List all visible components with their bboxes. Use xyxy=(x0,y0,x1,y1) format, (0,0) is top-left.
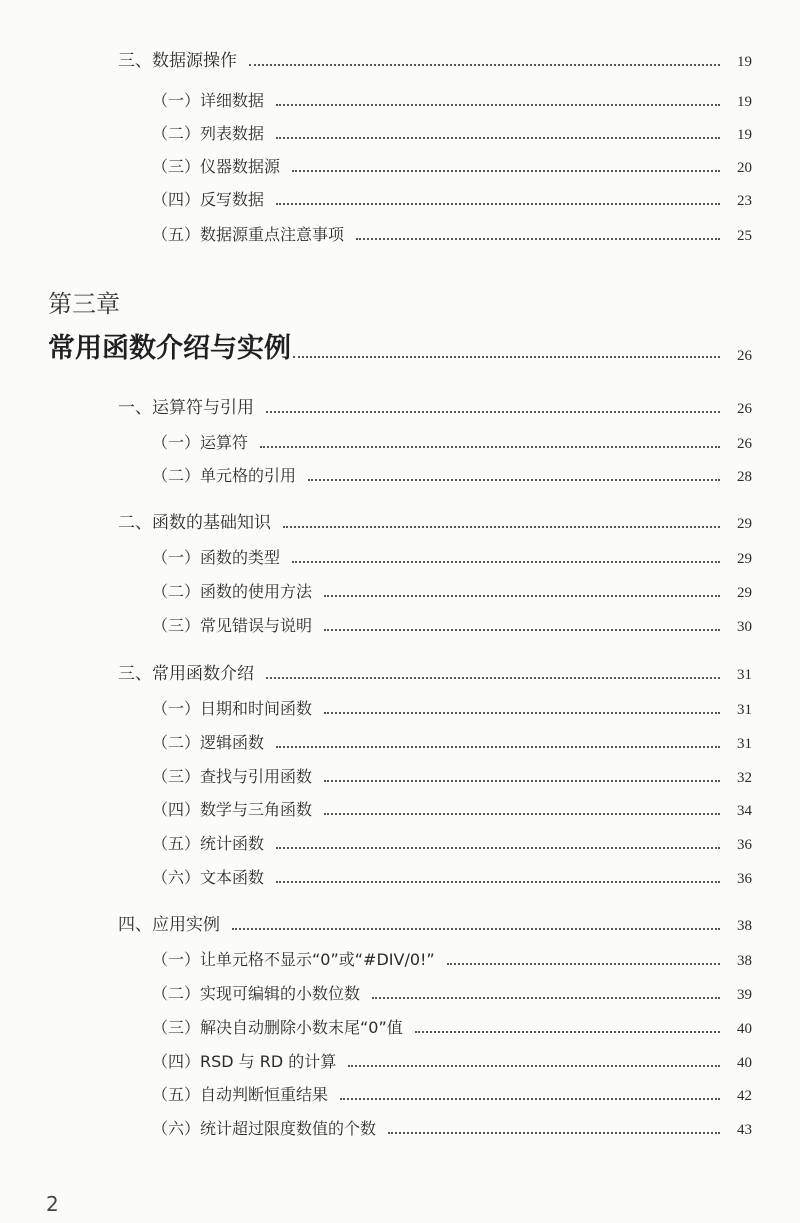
leader-dots xyxy=(276,847,720,849)
toc-item[interactable] xyxy=(152,1015,752,1038)
leader-dots xyxy=(324,813,720,815)
page-number: 29 xyxy=(737,516,752,532)
folio-page-number: 2 xyxy=(46,1192,59,1216)
chapter-label: 第三章 xyxy=(48,290,120,318)
page-number: 34 xyxy=(737,803,752,819)
toc-item[interactable] xyxy=(152,613,752,636)
toc-item-title: （五）统计函数 xyxy=(152,834,265,853)
page-number: 29 xyxy=(737,585,752,601)
toc-item[interactable] xyxy=(152,154,752,177)
toc-item[interactable] xyxy=(152,865,752,888)
leader-dots xyxy=(293,356,720,358)
toc-section[interactable] xyxy=(118,910,752,935)
toc-item-title: （三）仪器数据源 xyxy=(152,157,281,176)
toc-section-title: 四、应用实例 xyxy=(118,915,220,935)
page-number: 43 xyxy=(737,1122,752,1138)
page-number: 36 xyxy=(737,871,752,887)
leader-dots xyxy=(260,446,720,448)
chapter-title-line[interactable] xyxy=(48,326,752,365)
leader-dots xyxy=(292,561,720,563)
leader-dots xyxy=(348,1065,720,1067)
toc-item-title: （一）运算符 xyxy=(152,433,249,452)
toc-item-title: （一）函数的类型 xyxy=(152,548,281,567)
toc-section[interactable] xyxy=(118,46,752,71)
leader-dots xyxy=(324,629,720,631)
toc-item[interactable] xyxy=(152,764,752,787)
page-number: 28 xyxy=(737,469,752,485)
leader-dots xyxy=(324,712,720,714)
leader-dots xyxy=(340,1098,720,1100)
page-number: 30 xyxy=(737,619,752,635)
toc-item-title: （二）逻辑函数 xyxy=(152,733,265,752)
leader-dots xyxy=(356,238,720,240)
page-number: 29 xyxy=(737,551,752,567)
toc-item[interactable] xyxy=(152,696,752,719)
toc-item-title: （四）数学与三角函数 xyxy=(152,800,313,819)
leader-dots xyxy=(232,928,720,930)
toc-item[interactable] xyxy=(152,463,752,486)
toc-item[interactable] xyxy=(152,222,752,245)
toc-item-title: （五）自动判断恒重结果 xyxy=(152,1085,329,1104)
toc-item-title: （一）日期和时间函数 xyxy=(152,699,313,718)
toc-item[interactable] xyxy=(152,579,752,602)
leader-dots xyxy=(372,997,720,999)
leader-dots xyxy=(276,203,720,205)
toc-section-title: 三、数据源操作 xyxy=(118,51,237,71)
toc-item[interactable] xyxy=(152,947,752,970)
leader-dots xyxy=(415,1031,720,1033)
toc-item[interactable] xyxy=(152,797,752,820)
toc-item-title: （一）详细数据 xyxy=(152,91,265,110)
page-number: 38 xyxy=(737,953,752,969)
toc-item-title: （一）让单元格不显示“0”或“#DIV/0!” xyxy=(152,950,435,969)
toc-item-title: （六）统计超过限度数值的个数 xyxy=(152,1119,377,1138)
page-number: 19 xyxy=(737,94,752,110)
toc-section[interactable] xyxy=(118,508,752,533)
toc-item-title: （三）解决自动删除小数末尾“0”值 xyxy=(152,1018,403,1037)
toc-item-title: （五）数据源重点注意事项 xyxy=(152,225,345,244)
toc-item-title: （四）RSD 与 RD 的计算 xyxy=(152,1052,337,1071)
page-number: 19 xyxy=(737,54,752,70)
page-number: 31 xyxy=(737,736,752,752)
toc-item-title: （三）查找与引用函数 xyxy=(152,767,313,786)
page-number: 39 xyxy=(737,987,752,1003)
page-number: 40 xyxy=(737,1021,752,1037)
toc-item-title: （四）反写数据 xyxy=(152,190,265,209)
leader-dots xyxy=(276,104,720,106)
page-number: 26 xyxy=(737,401,752,417)
toc-item[interactable] xyxy=(152,1082,752,1105)
toc-item[interactable] xyxy=(152,1116,752,1139)
page-number: 20 xyxy=(737,160,752,176)
toc-item-title: （二）列表数据 xyxy=(152,124,265,143)
leader-dots xyxy=(266,677,720,679)
page-number: 32 xyxy=(737,770,752,786)
leader-dots xyxy=(266,411,720,413)
toc-item-title: （二）单元格的引用 xyxy=(152,466,297,485)
toc-section[interactable] xyxy=(118,393,752,418)
toc-item[interactable] xyxy=(152,430,752,453)
toc-section-title: 一、运算符与引用 xyxy=(118,398,254,418)
leader-dots xyxy=(249,64,720,66)
toc-item[interactable] xyxy=(152,121,752,144)
page-number: 25 xyxy=(737,228,752,244)
toc-section-title: 二、函数的基础知识 xyxy=(118,513,271,533)
page-number: 36 xyxy=(737,837,752,853)
leader-dots xyxy=(308,479,720,481)
leader-dots xyxy=(283,526,720,528)
page-number: 31 xyxy=(737,667,752,683)
leader-dots xyxy=(388,1132,720,1134)
toc-item[interactable] xyxy=(152,831,752,854)
chapter-title: 常用函数介绍与实例 xyxy=(48,333,291,364)
toc-section-title: 三、常用函数介绍 xyxy=(118,664,254,684)
page-number: 42 xyxy=(737,1088,752,1104)
toc-section[interactable] xyxy=(118,659,752,684)
leader-dots xyxy=(447,963,720,965)
leader-dots xyxy=(324,780,720,782)
page-number: 19 xyxy=(737,127,752,143)
toc-item-title: （二）函数的使用方法 xyxy=(152,582,313,601)
toc-item[interactable] xyxy=(152,545,752,568)
page-number: 26 xyxy=(737,348,752,364)
toc-item-title: （二）实现可编辑的小数位数 xyxy=(152,984,361,1003)
page-number: 38 xyxy=(737,918,752,934)
toc-item[interactable] xyxy=(152,88,752,111)
leader-dots xyxy=(276,137,720,139)
page-number: 31 xyxy=(737,702,752,718)
leader-dots xyxy=(276,881,720,883)
leader-dots xyxy=(324,595,720,597)
page-number: 26 xyxy=(737,436,752,452)
page-number: 23 xyxy=(737,193,752,209)
toc-item[interactable] xyxy=(152,730,752,753)
leader-dots xyxy=(276,746,720,748)
page-number: 40 xyxy=(737,1055,752,1071)
toc-item-title: （六）文本函数 xyxy=(152,868,265,887)
toc-item-title: （三）常见错误与说明 xyxy=(152,616,313,635)
toc-item[interactable] xyxy=(152,981,752,1004)
leader-dots xyxy=(292,170,720,172)
toc-item[interactable] xyxy=(152,1049,752,1072)
toc-item[interactable] xyxy=(152,187,752,210)
